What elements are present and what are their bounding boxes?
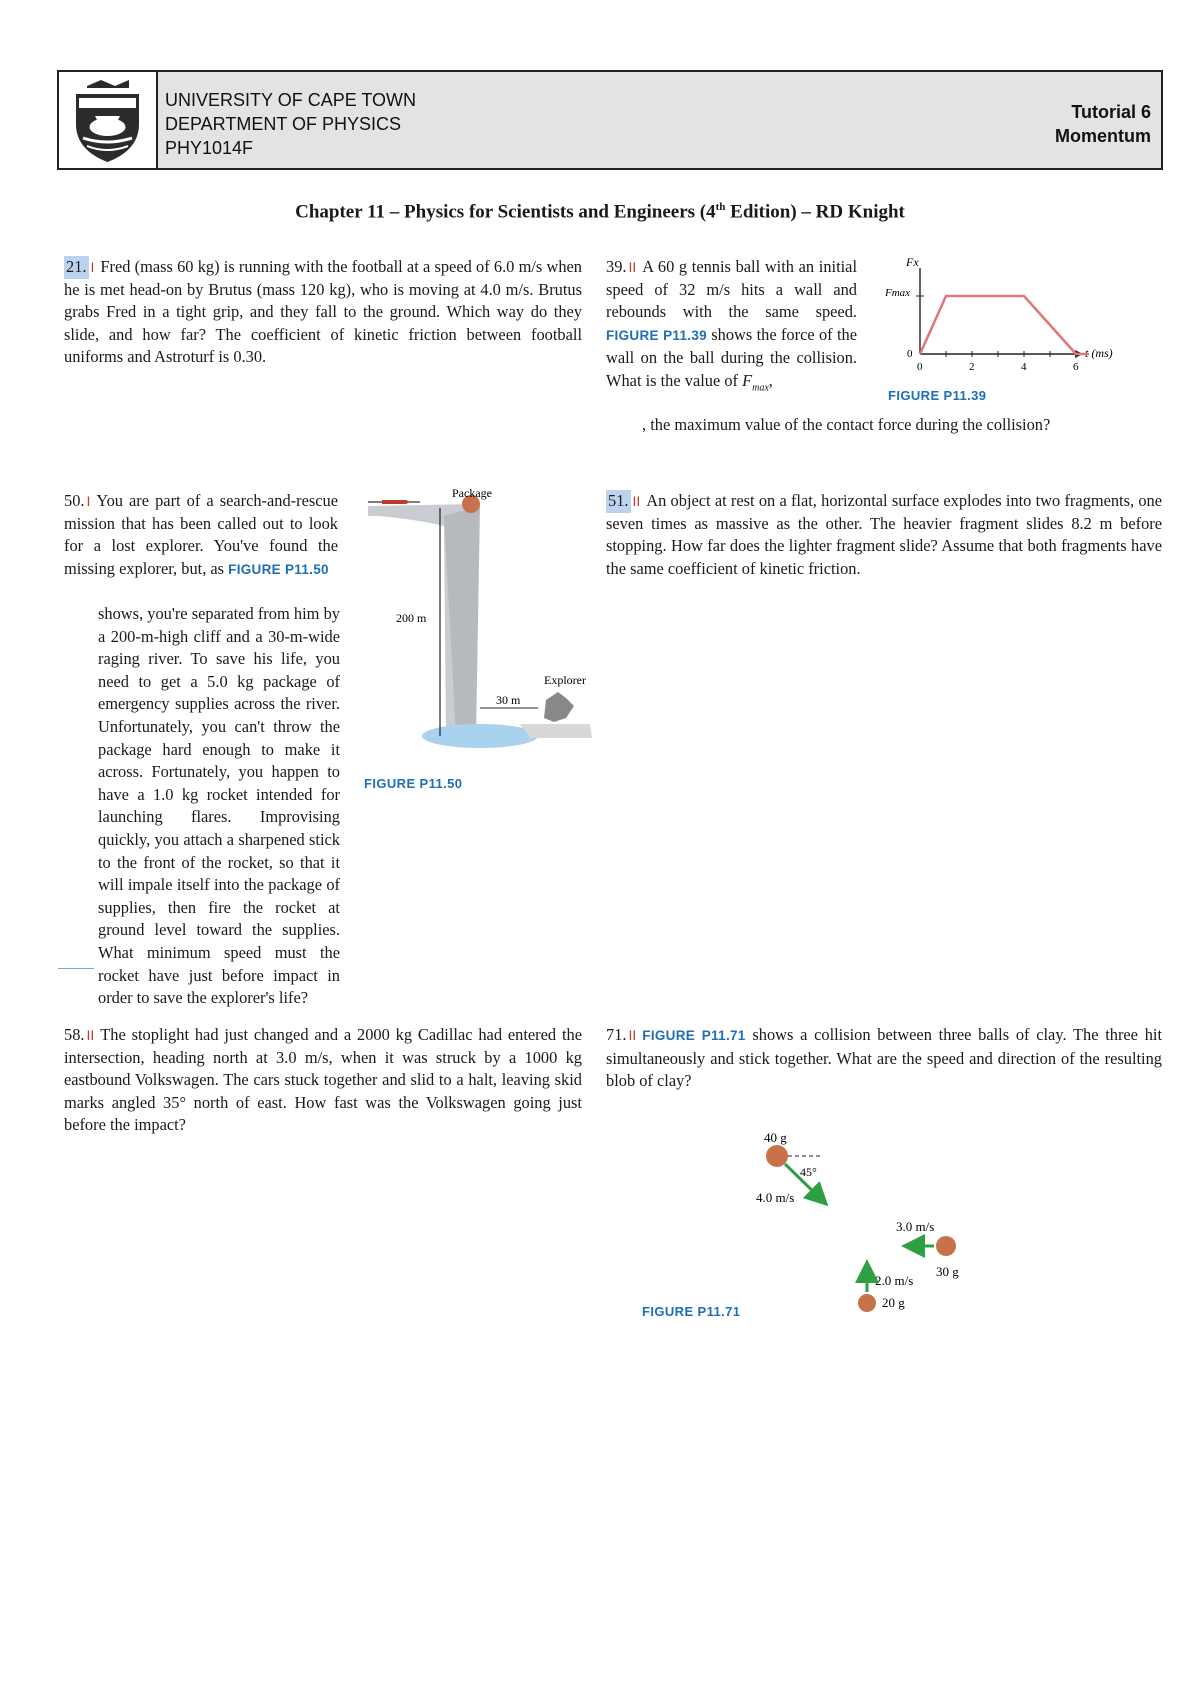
problem-text: An object at rest on a flat, horizontal surface explodes into two fragments, one seven times as massive as the other. The heavier fragment slides 8.2 m before stopping. How far does the lighter fragment slide? Assume that both fragments have the same coefficient of kinetic friction. [606, 491, 1162, 578]
figure-label: FIGURE P11.71 [642, 1304, 741, 1319]
problem-21 [64, 256, 582, 369]
problem-39-tail [642, 414, 1162, 437]
figure-reference: FIGURE P11.50 [228, 561, 329, 577]
difficulty-marker: I [86, 493, 91, 509]
problem-number: 51. [606, 490, 631, 513]
problem-71 [606, 1024, 1162, 1093]
difficulty-marker: II [628, 259, 637, 275]
figure-label: FIGURE P11.39 [888, 388, 987, 403]
x-tick-label: 4 [1021, 361, 1027, 373]
ball-30g-icon [936, 1236, 956, 1256]
department-name: DEPARTMENT OF PHYSICS [165, 114, 402, 134]
fmax-symbol [742, 370, 769, 394]
ball-40g-speed: 4.0 m/s [756, 1190, 795, 1205]
problem-number: 21. [64, 256, 89, 279]
problem-number: 50. [64, 491, 85, 510]
x-axis-label: t (ms) [1085, 346, 1113, 360]
problem-39 [606, 256, 857, 400]
difficulty-marker: II [632, 493, 641, 509]
institution-block [165, 88, 416, 160]
width-label: 30 m [496, 693, 521, 707]
chapter-title-suffix: Edition) – RD Knight [725, 201, 905, 223]
x-tick-label: 6 [1073, 361, 1079, 373]
crest-cell [59, 72, 158, 168]
tutorial-block [1055, 100, 1151, 148]
problem-58 [64, 1024, 582, 1137]
figure-label: FIGURE P11.50 [364, 776, 463, 791]
ball-40g-angle: 45° [800, 1165, 817, 1179]
problem-text: The stoplight had just changed and a 2000 kg Cadillac had entered the intersection, heading north at 3.0 m/s, when it was struck by a 1000 kg eastbound Volkswagen. The cars stuck together and slid to a halt, leaving skid marks angled 35° north of east. How fast was the Volkswagen going just before the impact? [64, 1025, 582, 1135]
x-tick-label: 2 [969, 361, 975, 373]
ball-30g-mass: 30 g [936, 1264, 959, 1279]
figure-reference: FIGURE P11.39 [606, 327, 707, 343]
problem-number: 71. [606, 1025, 627, 1044]
chapter-title-prefix: Chapter 11 – Physics for Scientists and Engineers (4 [295, 201, 716, 223]
height-label: 200 m [396, 611, 427, 625]
difficulty-marker: II [628, 1027, 637, 1043]
tutorial-topic: Momentum [1055, 126, 1151, 146]
problem-text: A 60 g tennis ball with an initial speed of 32 m/s hits a wall and rebounds with the same speed. [606, 257, 857, 322]
problem-50-body [98, 603, 340, 1010]
problem-number: 58. [64, 1025, 85, 1044]
y-axis-label: Fx [906, 255, 919, 269]
force-time-graph [870, 254, 1160, 404]
problem-text: You are part of a search-and-rescue mission that has been called out to look for a lost explorer. You've found the missing explorer, but, as [64, 491, 338, 578]
origin-label: 0 [907, 348, 913, 360]
difficulty-marker: II [86, 1027, 95, 1043]
figure-p11-39 [870, 254, 1160, 404]
chapter-title [0, 201, 1200, 223]
fmax-sub: max [752, 382, 769, 394]
problem-text: Fred (mass 60 kg) is running with the football at a speed of 6.0 m/s when he is met head-on by Brutus (mass 120 kg), who is moving at 4.0 m/s. Brutus grabs Fred in a tight grip, and they fall to the ground. Which way do they slide, and how far? The coefficient of kinetic friction between football uniforms and Astroturf is 0.30. [64, 257, 582, 367]
problem-text: shows a collision between three balls of clay. The three hit simultaneously and stick together. What are the speed and direction of the resulting blob of clay? [606, 1025, 1162, 1091]
problem-text-end: , the maximum value of the contact force during the collision? [642, 415, 1051, 434]
explorer-label: Explorer [544, 673, 586, 687]
ball-30g-speed: 3.0 m/s [896, 1219, 935, 1234]
problem-text-continued: shows the force of the wall on the ball during the collision. What is the value of [606, 324, 857, 390]
university-name: UNIVERSITY OF CAPE TOWN [165, 90, 417, 110]
ball-20g-icon [858, 1294, 876, 1312]
university-crest-icon [59, 72, 156, 168]
difficulty-marker: I [90, 259, 95, 275]
figure-p11-71 [630, 1128, 970, 1318]
ball-20g-mass: 20 g [882, 1295, 905, 1310]
course-code: PHY1014F [165, 138, 254, 158]
problem-51 [606, 490, 1162, 580]
tutorial-number: Tutorial 6 [1071, 102, 1151, 122]
x-tick-label: 0 [917, 361, 923, 373]
figure-reference: FIGURE P11.71 [642, 1028, 746, 1043]
fmax-level-label: Fmax [885, 287, 911, 299]
problem-number: 39. [606, 257, 627, 276]
chapter-title-sup: th [715, 201, 726, 213]
ball-20g-speed: 2.0 m/s [875, 1273, 914, 1288]
fmax-base: F [742, 370, 753, 390]
problem-50 [64, 490, 338, 581]
problem-text-trail: , [768, 370, 773, 390]
explorer-icon [544, 692, 574, 722]
three-balls-collision [630, 1128, 970, 1318]
ball-40g-icon [766, 1145, 788, 1167]
figure-p11-50 [360, 486, 596, 791]
problem-text-continued: shows, you're separated from him by a 200-m-high cliff and a 30-m-wide raging river. To save his life, you need to get a 5.0 kg package of emergency supplies across the river. Unfortunately, you can't throw the package hard enough to make it across. Fortunately, you happen to have a 1.0 kg rocket intended for launching flares. Improvising quickly, you attach a sharpened stick to the front of the rocket, so that it will impale itself into the package of supplies, then fire the rocket at ground level toward the supplies. What minimum speed must the rocket have just before impact in order to save the explorer's life? [98, 604, 340, 1008]
answer-line [58, 968, 94, 969]
document-header [57, 70, 1163, 170]
force-curve [920, 296, 1089, 354]
cliff-river-illustration [360, 486, 596, 786]
package-label: Package [452, 486, 492, 500]
ball-40g-mass: 40 g [764, 1130, 787, 1145]
